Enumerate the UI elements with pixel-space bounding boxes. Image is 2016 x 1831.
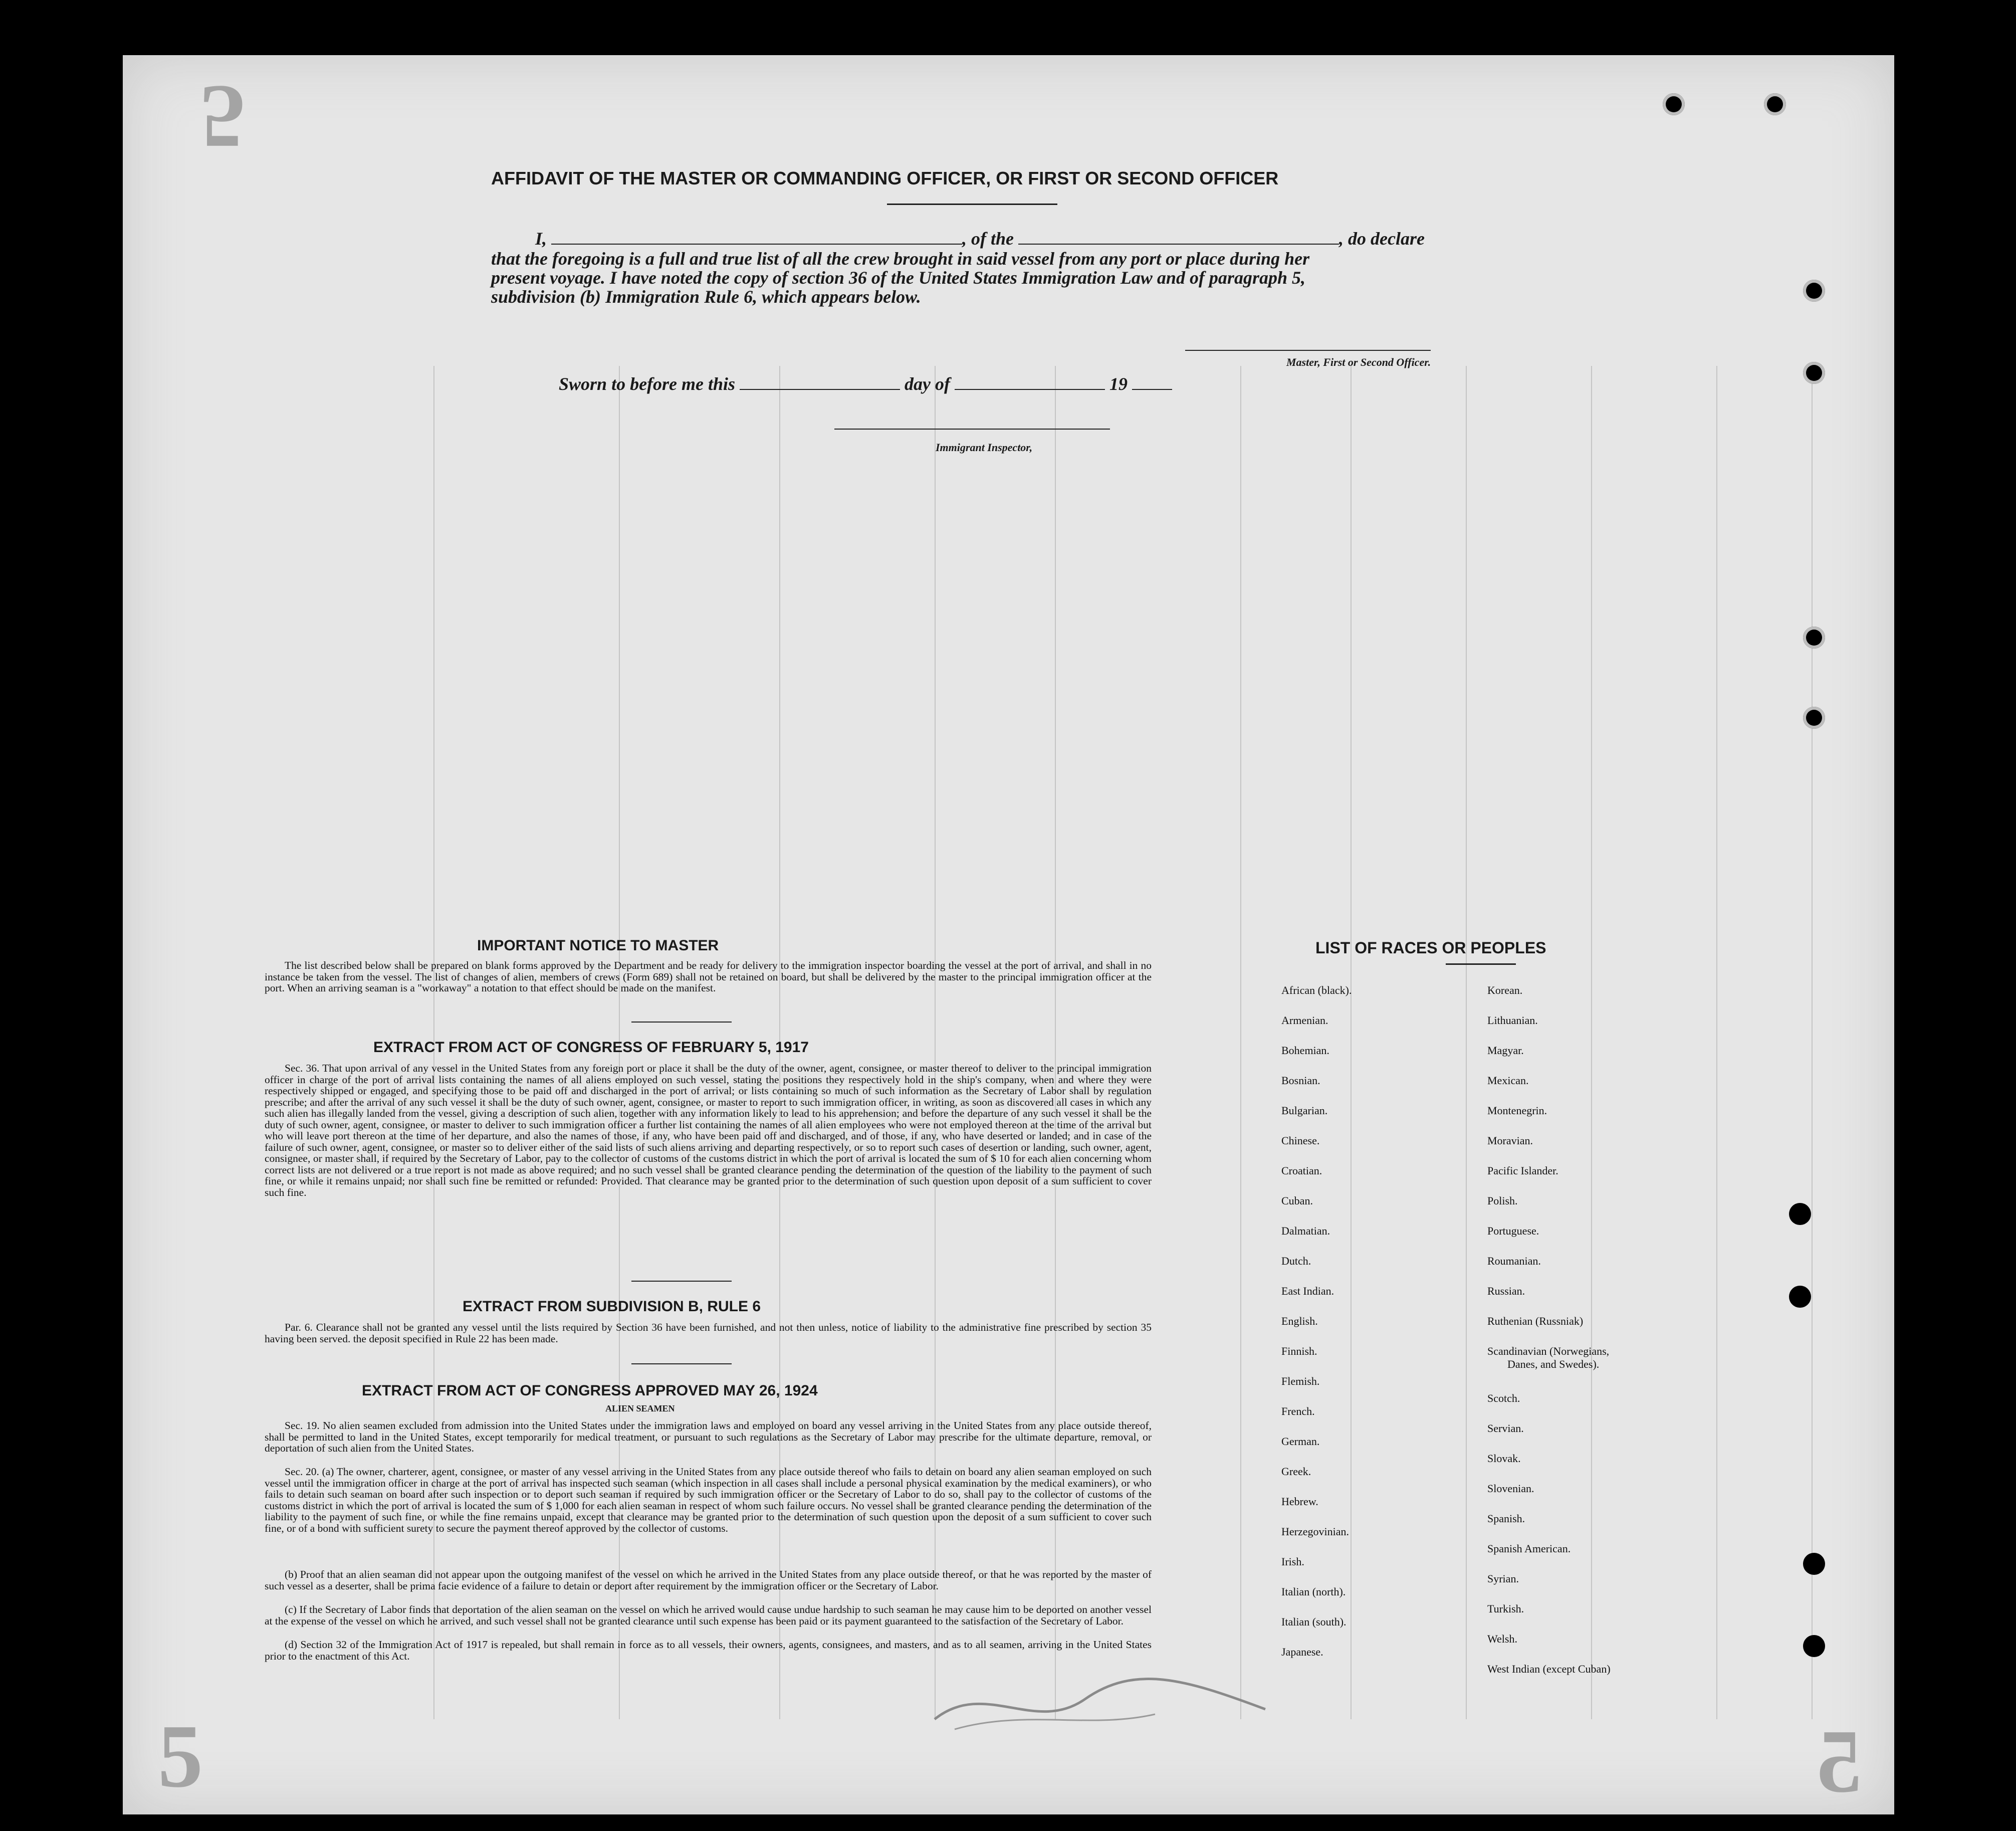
race-item: Portuguese. <box>1487 1225 1539 1237</box>
vessel-blank[interactable] <box>1018 229 1339 245</box>
race-item: Lithuanian. <box>1487 1014 1538 1027</box>
race-item: Turkish. <box>1487 1602 1524 1615</box>
race-item: Herzegovinian. <box>1281 1525 1349 1538</box>
race-item: Scandinavian (Norwegians, <box>1487 1345 1610 1357</box>
page-number-mark-bottom-left: 5 <box>158 1706 203 1806</box>
punch-hole <box>1764 93 1786 115</box>
race-item: Hebrew. <box>1281 1495 1318 1508</box>
affidavit-title: AFFIDAVIT OF THE MASTER OR COMMANDING OFFICER, OR FIRST OR SECOND OFFICER <box>491 168 1279 188</box>
notice-title: IMPORTANT NOTICE TO MASTER <box>477 937 719 954</box>
rule-6-text: Par. 6. Clearance shall not be granted any vessel until the lists required by Section 36 have been furnished, and not then unless, notice of liability to the administrative fine prescribed by section 35 having been served. the deposit specified in Rule 22 has been made. <box>265 1321 1152 1345</box>
sworn-line <box>559 373 1172 394</box>
page-number-mark: 5 <box>200 67 246 167</box>
race-item: Irish. <box>1281 1555 1304 1568</box>
affidavit-i: I, <box>535 229 547 249</box>
extract-1924-p5: (d) Section 32 of the Immigration Act of 1917 is repealed, but shall remain in force as to all vessels, their owners, agents, consignees, and masters, and as to all seamen, arriving in the United States prior to the enactment of this Act. <box>265 1639 1152 1662</box>
race-item: Finnish. <box>1281 1345 1317 1357</box>
race-item: Moravian. <box>1487 1134 1533 1147</box>
race-item: Bulgarian. <box>1281 1104 1328 1117</box>
punch-hole <box>1789 1203 1811 1225</box>
race-item: Dutch. <box>1281 1255 1311 1267</box>
race-item: Pacific Islander. <box>1487 1164 1558 1177</box>
punch-hole <box>1803 1635 1825 1657</box>
year-blank[interactable] <box>1132 374 1172 390</box>
punch-hole <box>1663 93 1685 115</box>
race-item: Magyar. <box>1487 1044 1524 1057</box>
affidavit-line-4: subdivision (b) Immigration Rule 6, which appears below. <box>491 287 921 307</box>
race-item: German. <box>1281 1435 1320 1448</box>
punch-hole <box>1803 362 1825 384</box>
name-blank[interactable] <box>551 229 962 245</box>
race-item: African (black). <box>1281 984 1352 996</box>
race-item: Ruthenian (Russniak) <box>1487 1315 1584 1327</box>
extract-1917-text: Sec. 36. That upon arrival of any vessel in the United States from any foreign port or place it shall be the duty of the owner, agent, consignee, or master thereof to deliver to the principal immigration officer in charge of the port of arrival lists containing the names of all aliens employed on such vessel, stating the positions they respectively hold in the ship's company, when and where they were respectively shipped or engaged, and specifying those to be paid off and discharged in the port of arrival; or lists containing so much of such information as the Secretary of Labor shall by regulation prescribe; and after the arrival of any such vessel it shall be the duty of such owner, agent, consignee, or master to report to such immigration officer, in writing, as soon as discovered all cases in which any such alien has illegally landed from the vessel, giving a description of such alien, together with any information likely to lead to his apprehension; and before the departure of any such vessel it shall be the duty of such owner, agent, consignee, or master to deliver to such immigration officer a further list containing the names of all alien employees who were not employed thereon at the time of the arrival but who will leave port thereon at the time of her departure, and also the names of those, if any, who have been paid off and discharged, and of those, if any, who have deserted or landed; and in case of the failure of such owner, agent, consignee, or master so to deliver either of the said lists of such aliens arriving and departing respectively, or so to report such cases of desertion or landing, such owner, agent, consignee, or master shall, if required by the Secretary of Labor, pay to the collector of customs of the customs district in which the port of arrival is located the sum of $ 10 for each alien concerning whom correct lists are not delivered or a true report is not made as above required; and no such vessel shall be granted clearance pending the determination of the question of the liability to the payment of such fine, or while it remains unpaid; nor shall such fine be remitted or refunded: Provided. That clearance may be granted prior to the determination of such question upon deposit of a sum sufficient to cover such fine. <box>265 1062 1152 1198</box>
inspector-label: Immigrant Inspector, <box>936 441 1033 454</box>
race-item: Bosnian. <box>1281 1074 1320 1087</box>
race-item: Armenian. <box>1281 1014 1328 1027</box>
race-item: Dalmatian. <box>1281 1225 1330 1237</box>
race-item: Mexican. <box>1487 1074 1529 1087</box>
signature-mark <box>925 1659 1275 1739</box>
extract-1924-p1: Sec. 19. No alien seamen excluded from admission into the United States under the immigration laws and employed on board any vessel arriving in the United States from any place outside thereof, shall be permitted to land in the United States, except temporarily for medical treatment, or pursuant to such regulations as the Secretary of Labor may prescribe for the ultimate departure, removal, or deportation of such alien from the United States. <box>265 1419 1152 1454</box>
punch-hole <box>60 231 73 244</box>
race-item: West Indian (except Cuban) <box>1487 1663 1611 1675</box>
race-item: Greek. <box>1281 1465 1311 1478</box>
affidavit-line-1 <box>535 228 1425 249</box>
manifest-page <box>123 55 1894 1814</box>
race-item: Cuban. <box>1281 1194 1313 1207</box>
year-label: 19 <box>1109 374 1128 394</box>
race-item: Welsh. <box>1487 1633 1517 1645</box>
race-item: Montenegrin. <box>1487 1104 1547 1117</box>
race-item: Bohemian. <box>1281 1044 1329 1057</box>
sworn-label: Sworn to before me this <box>559 374 736 394</box>
notice-text: The list described below shall be prepared on blank forms approved by the Department and be ready for delivery to the immigration inspector boarding the vessel at the port of arrival, and shall in no instance be taken from the vessel. The list of changes of alien, members of crews (Form 689) shall not be retained on board, but shall be delivered by the master to the principal immigration officer at the port. When an arriving seaman is a "workaway" a notation to that effect should be made on the manifest. <box>265 959 1152 994</box>
race-item: Chinese. <box>1281 1134 1320 1147</box>
race-item: East Indian. <box>1281 1285 1334 1297</box>
race-item: Slovenian. <box>1487 1482 1534 1495</box>
race-item: Slovak. <box>1487 1452 1521 1465</box>
master-label: Master, First or Second Officer. <box>1286 356 1431 368</box>
punch-hole <box>1803 1553 1825 1575</box>
punch-hole <box>1803 707 1825 729</box>
race-item: Polish. <box>1487 1194 1518 1207</box>
race-item: Korean. <box>1487 984 1523 996</box>
race-item: Italian (north). <box>1281 1585 1346 1598</box>
race-item: Danes, and Swedes). <box>1507 1358 1600 1370</box>
extract-1924-title: EXTRACT FROM ACT OF CONGRESS APPROVED MAY 26, 1924 <box>362 1382 818 1399</box>
extract-1917-title: EXTRACT FROM ACT OF CONGRESS OF FEBRUARY 5, 1917 <box>373 1039 809 1056</box>
day-of-label: day of <box>905 374 951 394</box>
month-blank[interactable] <box>955 374 1105 390</box>
page-number-mark-bottom-right: 5 <box>1817 1711 1862 1811</box>
race-item: Roumanian. <box>1487 1255 1541 1267</box>
race-item: Spanish. <box>1487 1512 1525 1525</box>
affidavit-line-2: that the foregoing is a full and true list of all the crew brought in said vessel from any port or place during her <box>491 249 1310 269</box>
race-item: Japanese. <box>1281 1646 1323 1658</box>
race-item: French. <box>1281 1405 1315 1417</box>
race-item: Croatian. <box>1281 1164 1322 1177</box>
race-item: Italian (south). <box>1281 1615 1347 1628</box>
race-item: Scotch. <box>1487 1392 1520 1404</box>
punch-hole <box>1789 1286 1811 1308</box>
extract-1924-p3: (b) Proof that an alien seaman did not appear upon the outgoing manifest of the vessel on which he arrived in the United States from any place outside thereof, or that he was reported by the master of such vessel as a deserter, shall be prima facie evidence of a failure to detain or deport after requirement by the immigration officer or the Secretary of Labor. <box>265 1568 1152 1592</box>
race-item: Servian. <box>1487 1422 1524 1435</box>
extract-1924-p4: (c) If the Secretary of Labor finds that deportation of the alien seaman on the vessel on which he arrived would cause undue hardship to such seaman he may cause him to be deported on another vessel at the expense of the vessel on which he arrived, and such vessel shall not be granted clearance until such expense has been paid or its payment guaranteed to the satisfaction of the Secretary of Labor. <box>265 1603 1152 1627</box>
race-item: English. <box>1281 1315 1318 1327</box>
race-item: Syrian. <box>1487 1572 1519 1585</box>
inspector-signature-line[interactable] <box>834 429 1110 430</box>
extract-1924-subtitle: ALIEN SEAMEN <box>605 1403 675 1413</box>
punch-hole <box>60 657 73 670</box>
master-signature-line[interactable] <box>1185 350 1431 351</box>
affidavit-of-the: , of the <box>962 229 1014 249</box>
race-item: Flemish. <box>1281 1375 1320 1387</box>
punch-hole <box>1803 627 1825 649</box>
affidavit-do-declare: , do declare <box>1339 229 1425 249</box>
affidavit-line-3: present voyage. I have noted the copy of section 36 of the United States Immigration Law and of paragraph 5, <box>491 268 1305 288</box>
race-item: Spanish American. <box>1487 1542 1571 1555</box>
sworn-day-blank[interactable] <box>740 374 900 390</box>
punch-hole <box>1803 280 1825 302</box>
races-title: LIST OF RACES OR PEOPLES <box>1315 939 1546 957</box>
race-item: Russian. <box>1487 1285 1525 1297</box>
extract-1924-p2: Sec. 20. (a) The owner, charterer, agent, consignee, or master of any vessel arriving in the United States from any place outside thereof who fails to detain on board any alien seaman employed on such vessel until the immigration officer in charge at the port of arrival has inspected such seaman (which inspection in all cases shall include a personal physical examination by the medical examiners), or who fails to detain such seaman on board after such inspection or to deport such seaman if required by such immigration officer or the Secretary of Labor to do so, shall pay to the collector of customs of the customs district in which the port of arrival is located the sum of $ 1,000 for each alien seaman in respect of whom such failure occurs. No vessel shall be granted clearance pending the determination of the liability to the payment of such fine, or while the fine remains unpaid, except that clearance may be granted prior to the determination of such question upon the deposit of a sum sufficient to cover such fine, or of a bond with sufficient surety to secure the payment thereof approved by the collector of customs. <box>265 1466 1152 1534</box>
rule-6-title: EXTRACT FROM SUBDIVISION B, RULE 6 <box>463 1298 761 1315</box>
